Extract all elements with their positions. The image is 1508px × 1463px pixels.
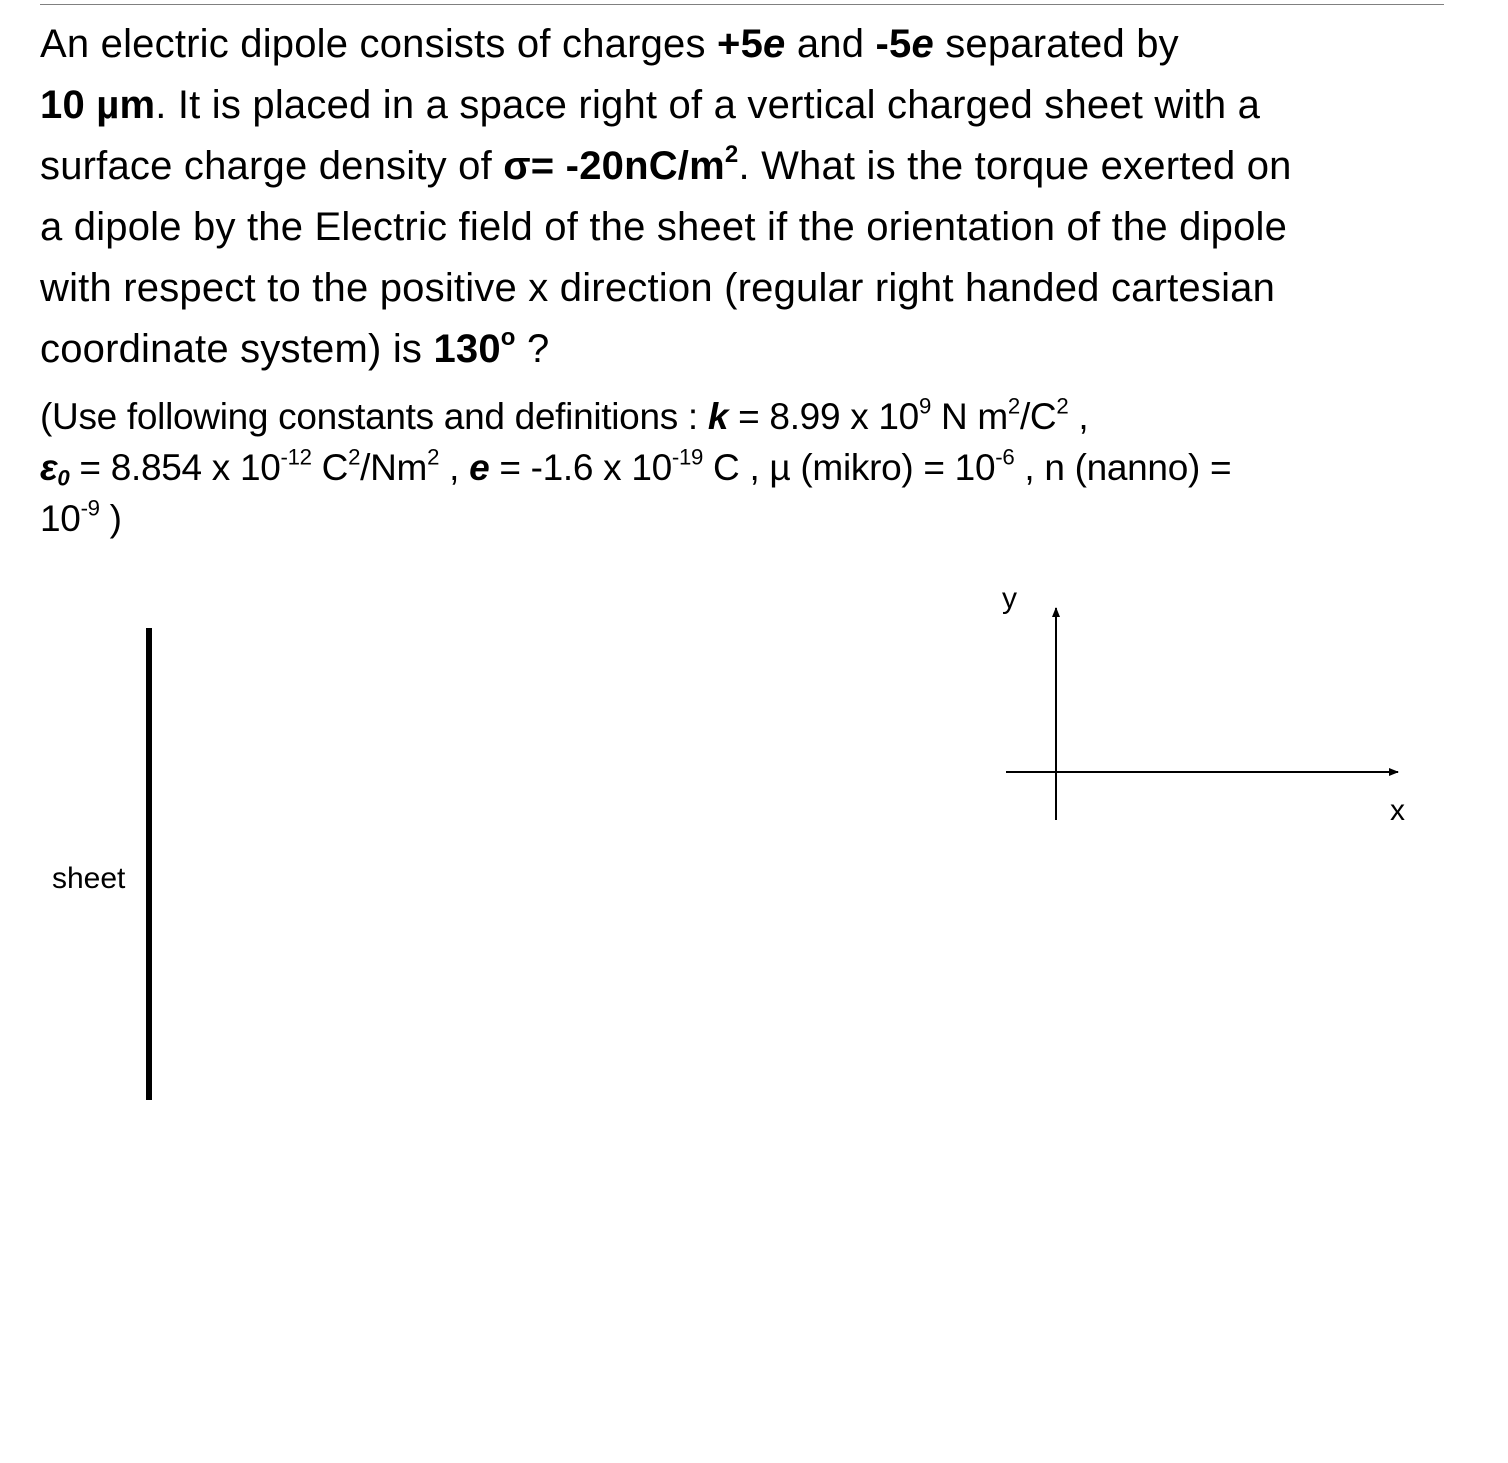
problem-line-1 [40,14,1460,75]
x-axis-label: x [1390,794,1405,827]
text-segment: . It is placed in a space right of a vertical charged sheet with a [155,83,1261,127]
text-segment: separated by [933,22,1179,66]
text-segment: and [785,22,876,66]
problem-statement [40,14,1460,380]
constants-intro: (Use following constants and definitions : [40,396,708,437]
orientation-angle: 130$^o$ [433,324,516,371]
problem-line-5: with respect to the positive x direction (regular right handed cartesian [40,266,1276,310]
e-symbol: e [469,447,490,488]
text-segment: ? [515,327,550,371]
problem-line-3 [40,136,1460,197]
problem-line-2 [40,75,1460,136]
problem-line-6 [40,319,1460,380]
problem-line-4: a dipole by the Electric field of the sheet if the orientation of the dipole [40,205,1288,249]
epsilon-symbol: $\varepsilon_0$ [40,447,70,491]
y-axis-label: y [1002,582,1017,615]
text-segment: coordinate system) is [40,327,434,371]
constants-definitions: (Use following constants and definitions : k = 8.99 x $10^9$ N $m^2/C^2$ , $\varepsilon_0 = 8.854$ x $10^{-12}$ $C^2/Nm^2$ , e = -1.6 x $10^{-19}$ C , µ (mikro) = $10^{-6}$ , n (nanno) = $10^{-9}$ ) [40,393,1232,539]
text-segment: An electric dipole consists of charges [40,22,718,66]
text-segment: . What is the torque exerted on [738,144,1292,188]
sheet-label: sheet [52,862,126,895]
separation-value: 10 µm [40,83,156,127]
text-segment: surface charge density of [40,144,504,188]
surface-charge-density: $\sigma= -20nC/m^2$ [503,141,739,188]
top-divider [40,4,1444,5]
physics-diagram [0,560,1508,1120]
k-symbol: k [707,396,729,437]
positive-charge: +5e [717,22,786,66]
negative-charge: -5e [875,22,934,66]
